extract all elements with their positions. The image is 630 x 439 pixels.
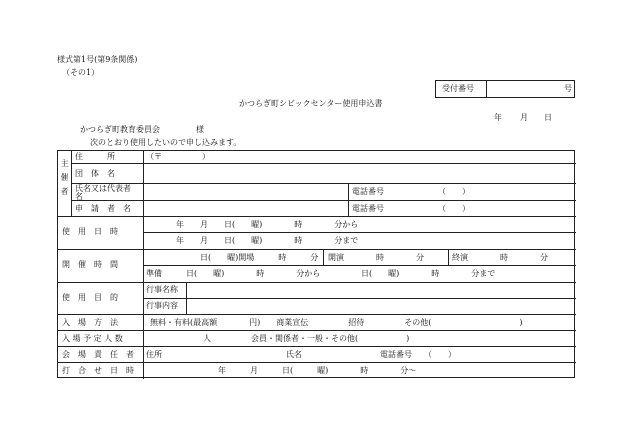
date-month: 月 <box>520 113 528 122</box>
organizer-group-label: 主催者 <box>60 159 69 196</box>
meeting-date-field[interactable]: 年 月 日( 曜) 時 分〜 <box>218 366 417 375</box>
date-year: 年 <box>494 113 502 122</box>
manager-name-label: 氏名 <box>286 350 302 359</box>
form-number: 様式第1号(第9条関係) <box>57 55 138 64</box>
honorific: 様 <box>196 125 204 134</box>
start-time-field[interactable]: 開演 時 分 <box>328 253 424 262</box>
admission-method-label: 入 場 方 法 <box>62 318 118 327</box>
use-date-label: 使 用 日 時 <box>62 227 118 236</box>
receipt-suffix: 号 <box>564 84 572 93</box>
expected-attendance-label: 入 場 予 定 人 数 <box>62 334 123 343</box>
venue-manager-label: 会 場 責 任 者 <box>62 350 134 359</box>
open-time-field[interactable]: 日( 曜)開場 時 分 <box>200 253 319 262</box>
representative-label-line1: 氏名又は代表者 <box>75 184 131 193</box>
prep-to-field[interactable]: 日( 曜) 時 分まで <box>361 269 496 278</box>
form-title: かつらぎ町シビックセンター使用申込書 <box>239 99 383 108</box>
addressee: かつらぎ町教育委員会 <box>80 125 160 134</box>
postal-code-field[interactable]: （〒 ） <box>146 152 210 161</box>
form-part: （その1） <box>62 68 100 77</box>
application-form-table <box>57 150 575 378</box>
organization-name-label: 団 体 名 <box>75 169 115 178</box>
prep-from-field[interactable]: 準備 日( 曜) 時 分から <box>146 269 321 278</box>
phone-field-2[interactable]: （ ） <box>438 204 470 213</box>
admission-method-options[interactable]: 無料・有料(最高額 円) 商業宣伝 招待 その他( ) <box>150 318 523 327</box>
use-date-to[interactable]: 年 月 日( 曜) 時 分まで <box>176 236 359 245</box>
meeting-date-label: 打 合 せ 日 時 <box>62 366 134 375</box>
end-time-field[interactable]: 終演 時 分 <box>452 253 548 262</box>
event-name-label: 行事名称 <box>146 285 178 294</box>
receipt-number-box <box>435 80 575 98</box>
phone-field-1[interactable]: （ ） <box>438 187 470 196</box>
manager-phone-label: 電話番号 （ ） <box>380 350 456 359</box>
purpose-label: 使 用 目 的 <box>62 293 118 302</box>
event-content-label: 行事内容 <box>146 301 178 310</box>
phone-label-1: 電話番号 <box>352 187 384 196</box>
representative-label-line2: 名 <box>75 192 83 201</box>
address-label: 住 所 <box>75 152 115 161</box>
receipt-label: 受付番号 <box>442 84 474 93</box>
intro-text: 次のとおり使用したいので申し込みます。 <box>90 138 242 147</box>
event-time-label: 開 催 時 間 <box>62 260 118 269</box>
expected-attendance-options[interactable]: 人 会員・関係者・一般・その他( ) <box>203 334 410 343</box>
date-day: 日 <box>544 113 552 122</box>
applicant-name-label: 申 請 者 名 <box>75 204 131 213</box>
manager-address-label: 住所 <box>146 350 162 359</box>
phone-label-2: 電話番号 <box>352 204 384 213</box>
use-date-from[interactable]: 年 月 日( 曜) 時 分から <box>176 220 359 229</box>
